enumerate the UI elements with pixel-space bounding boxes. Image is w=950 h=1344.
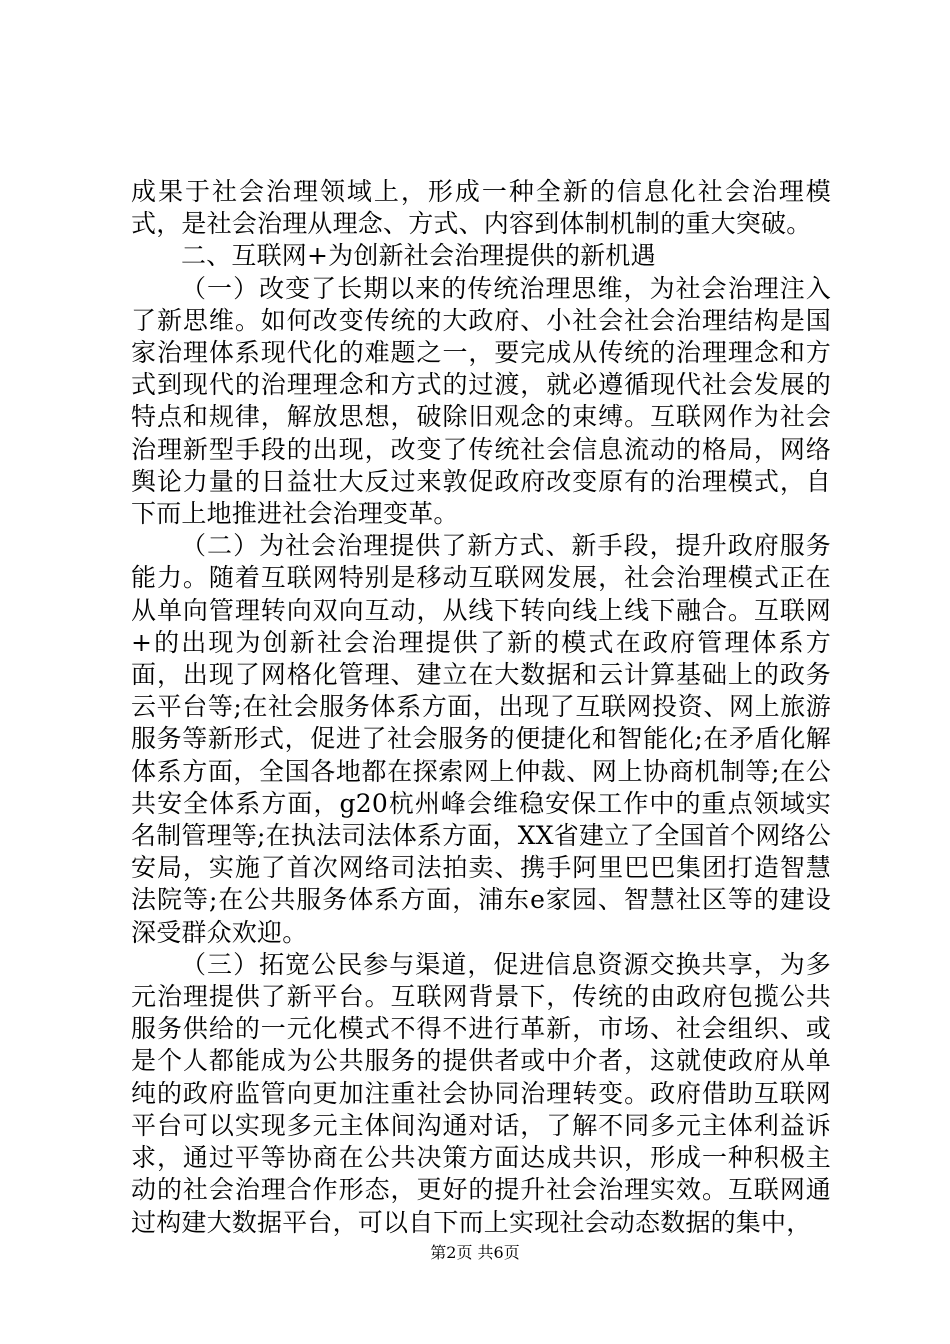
document-body	[131, 176, 831, 1239]
paragraph-point-1: （一）改变了长期以来的传统治理思维，为社会治理注入了新思维。如何改变传统的大政府、小社会社会治理结构是国家治理体系现代化的难题之一，要完成从传统的治理理念和方式到现代的治理理念和方式的过渡，就必遵循现代社会发展的特点和规律，解放思想，破除旧观念的束缚。互联网作为社会治理新型手段的出现，改变了传统社会信息流动的格局，网络舆论力量的日益壮大反过来敦促政府改变原有的治理模式，自下而上地推进社会治理变革。	[131, 273, 831, 529]
section-heading: 二、互联网+为创新社会治理提供的新机遇	[181, 241, 656, 271]
paragraph-point-3: （三）拓宽公民参与渠道，促进信息资源交换共享，为多元治理提供了新平台。互联网背景下，传统的由政府包揽公共服务供给的一元化模式不得不进行革新，市场、社会组织、或是个人都能成为公共服务的提供者或中介者，这就使政府从单纯的政府监管向更加注重社会协同治理转变。政府借助互联网平台可以实现多元主体间沟通对话，了解不同多元主体利益诉求，通过平等协商在公共决策方面达成共识，形成一种积极主动的社会治理合作形态，更好的提升社会治理实效。互联网通过构建大数据平台，可以自下而上实现社会动态数据的集中，	[131, 949, 831, 1237]
paragraph-continuation: 成果于社会治理领域上，形成一种全新的信息化社会治理模式，是社会治理从理念、方式、内容到体制机制的重大突破。	[131, 177, 831, 239]
page-footer: 第2页 共6页	[430, 1243, 520, 1262]
paragraph-point-2: （二）为社会治理提供了新方式、新手段，提升政府服务能力。随着互联网特别是移动互联网发展，社会治理模式正在从单向管理转向双向互动，从线下转向线上线下融合。互联网+的出现为创新社会治理提供了新的模式在政府管理体系方面，出现了网格化管理、建立在大数据和云计算基础上的政务云平台等;在社会服务体系方面，出现了互联网投资、网上旅游服务等新形式，促进了社会服务的便捷化和智能化;在矛盾化解体系方面，全国各地都在探索网上仲裁、网上协商机制等;在公共安全体系方面，g20杭州峰会维稳安保工作中的重点领域实名制管理等;在执法司法体系方面，XX省建立了全国首个网络公安局，实施了首次网络司法拍卖、携手阿里巴巴集团打造智慧法院等;在公共服务体系方面，浦东e家园、智慧社区等的建设深受群众欢迎。	[131, 531, 831, 947]
